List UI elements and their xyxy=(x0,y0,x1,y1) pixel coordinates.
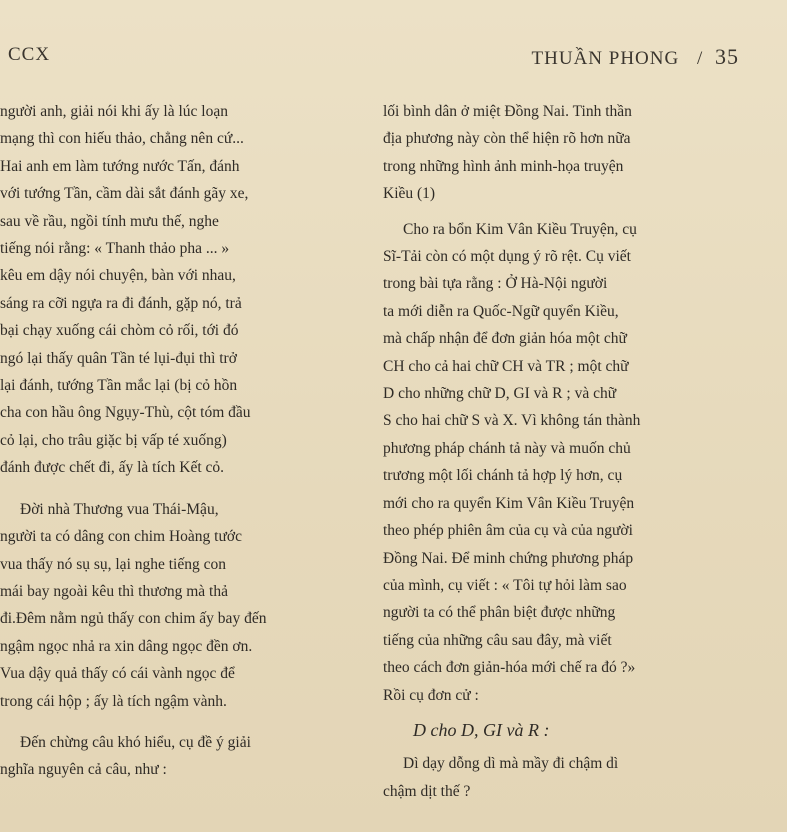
left-paragraph-2 xyxy=(0,496,352,715)
text-line: Đến chừng câu khó hiểu, cụ đề ý giải xyxy=(20,733,251,751)
text-line: bại chạy xuống cái chòm cỏ rối, tới đó xyxy=(0,322,239,340)
running-title xyxy=(532,44,739,70)
text-line: phương pháp chánh tả này và muốn chủ xyxy=(383,439,631,457)
text-line: sáng ra cỡi ngựa ra đi đánh, gặp nó, trả xyxy=(0,294,242,312)
text-line: sau về rầu, ngồi tính mưu thế, nghe xyxy=(0,212,219,230)
text-line: theo cách đơn giản-hóa mới chế ra đó ?» xyxy=(383,659,636,677)
running-title-separator: / xyxy=(696,48,704,69)
text-line: CH cho cả hai chữ CH và TR ; một chữ xyxy=(383,357,629,375)
text-line: mái bay ngoài kêu thì thương mà thả xyxy=(0,582,228,600)
text-line: người ta có thể phân biệt được những xyxy=(383,604,616,622)
example-heading: D cho D, GI và R : xyxy=(413,719,550,740)
text-line: Rồi cụ đơn cử : xyxy=(383,686,479,704)
text-line: của mình, cụ viết : « Tôi tự hỏi làm sao xyxy=(383,576,627,594)
section-marker: CCX xyxy=(8,44,51,65)
text-line: S cho hai chữ S và X. Vì không tán thành xyxy=(383,412,641,430)
left-column xyxy=(0,98,352,784)
right-paragraph-3 xyxy=(383,750,767,805)
paragraph-gap xyxy=(383,208,767,216)
text-line: Kiều (1) xyxy=(383,185,436,203)
text-line: tiếng nói rằng: « Thanh thảo pha ... » xyxy=(0,240,230,258)
text-line: tiếng của những câu sau đây, mà viết xyxy=(383,631,612,649)
text-line: lối bình dân ở miệt Đồng Nai. Tinh thần xyxy=(383,103,632,120)
text-line: ngó lại thấy quân Tần té lụi-đụi thì trở xyxy=(0,349,237,367)
text-line: trương một lối chánh tả hợp lý hơn, cụ xyxy=(383,467,623,485)
text-line: Đồng Nai. Để minh chứng phương pháp xyxy=(383,549,634,567)
text-line: mới cho ra quyển Kim Vân Kiều Truyện xyxy=(383,494,635,512)
text-line: trong bài tựa rằng : Ở Hà-Nội người xyxy=(383,275,608,293)
text-line: Cho ra bổn Kim Vân Kiều Truyện, cụ xyxy=(403,220,637,238)
text-line: trong cái hộp ; ấy là tích ngậm vành. xyxy=(0,692,227,710)
text-line: cỏ lại, cho trâu giặc bị vấp té xuống) xyxy=(0,431,227,449)
text-line: lại đánh, tướng Tần mắc lại (bị cỏ hồn xyxy=(0,377,238,395)
right-heading xyxy=(383,717,767,744)
running-title-text: THUẦN PHONG xyxy=(531,48,680,69)
right-column xyxy=(383,98,767,805)
text-line: trong những hình ảnh minh-họa truyện xyxy=(383,157,624,175)
text-line: Vua dậy quả thấy có cái vành ngọc để xyxy=(0,665,235,683)
text-line: Dì dạy dỗng dì mà mầy đi chậm dì xyxy=(403,755,619,773)
text-line: chậm dịt thế ? xyxy=(383,782,471,800)
text-line: D cho những chữ D, GI và R ; và chữ xyxy=(383,385,617,403)
text-line: đi.Đêm nằm ngủ thấy con chim ấy bay đến xyxy=(0,610,267,628)
right-paragraph-1 xyxy=(383,98,767,208)
text-line: đánh được chết đi, ấy là tích Kết cỏ. xyxy=(0,459,225,477)
text-line: Hai anh em làm tướng nước Tấn, đánh xyxy=(0,157,240,175)
text-line: Sĩ-Tải còn có một dụng ý rõ rệt. Cụ viết xyxy=(383,248,631,266)
text-line: mà chấp nhận để đơn giản hóa một chữ xyxy=(383,330,627,348)
page-header xyxy=(8,44,739,74)
text-line: với tướng Tần, cầm dài sắt đánh gãy xe, xyxy=(0,185,249,203)
paragraph-gap xyxy=(383,709,767,717)
page-number: 35 xyxy=(715,44,739,69)
text-line: mạng thì con hiếu thảo, chẳng nên cứ... xyxy=(0,130,244,148)
text-line: theo phép phiên âm của cụ và của người xyxy=(383,522,633,540)
text-line: địa phương này còn thể hiện rõ hơn nữa xyxy=(383,130,631,148)
paragraph-gap xyxy=(0,715,352,729)
text-line: cha con hầu ông Ngụy-Thù, cột tóm đầu xyxy=(0,404,251,422)
left-paragraph-1 xyxy=(0,98,352,482)
text-line: kêu em dậy nói chuyện, bàn với nhau, xyxy=(0,267,236,285)
text-line: ta mới diễn ra Quốc-Ngữ quyển Kiều, xyxy=(383,302,619,320)
left-paragraph-3 xyxy=(0,729,352,784)
text-line: ngậm ngọc nhả ra xin dâng ngọc đền ơn. xyxy=(0,637,253,655)
text-line: Đời nhà Thương vua Thái-Mậu, xyxy=(20,500,219,518)
text-line: người ta có dâng con chim Hoàng tước xyxy=(0,528,242,546)
paragraph-gap xyxy=(0,482,352,496)
text-line: vua thấy nó sụ sụ, lại nghe tiếng con xyxy=(0,555,226,573)
text-line: người anh, giải nói khi ấy là lúc loạn xyxy=(0,103,228,120)
text-line: nghĩa nguyên cả câu, như : xyxy=(0,761,167,779)
right-paragraph-2 xyxy=(383,216,767,709)
